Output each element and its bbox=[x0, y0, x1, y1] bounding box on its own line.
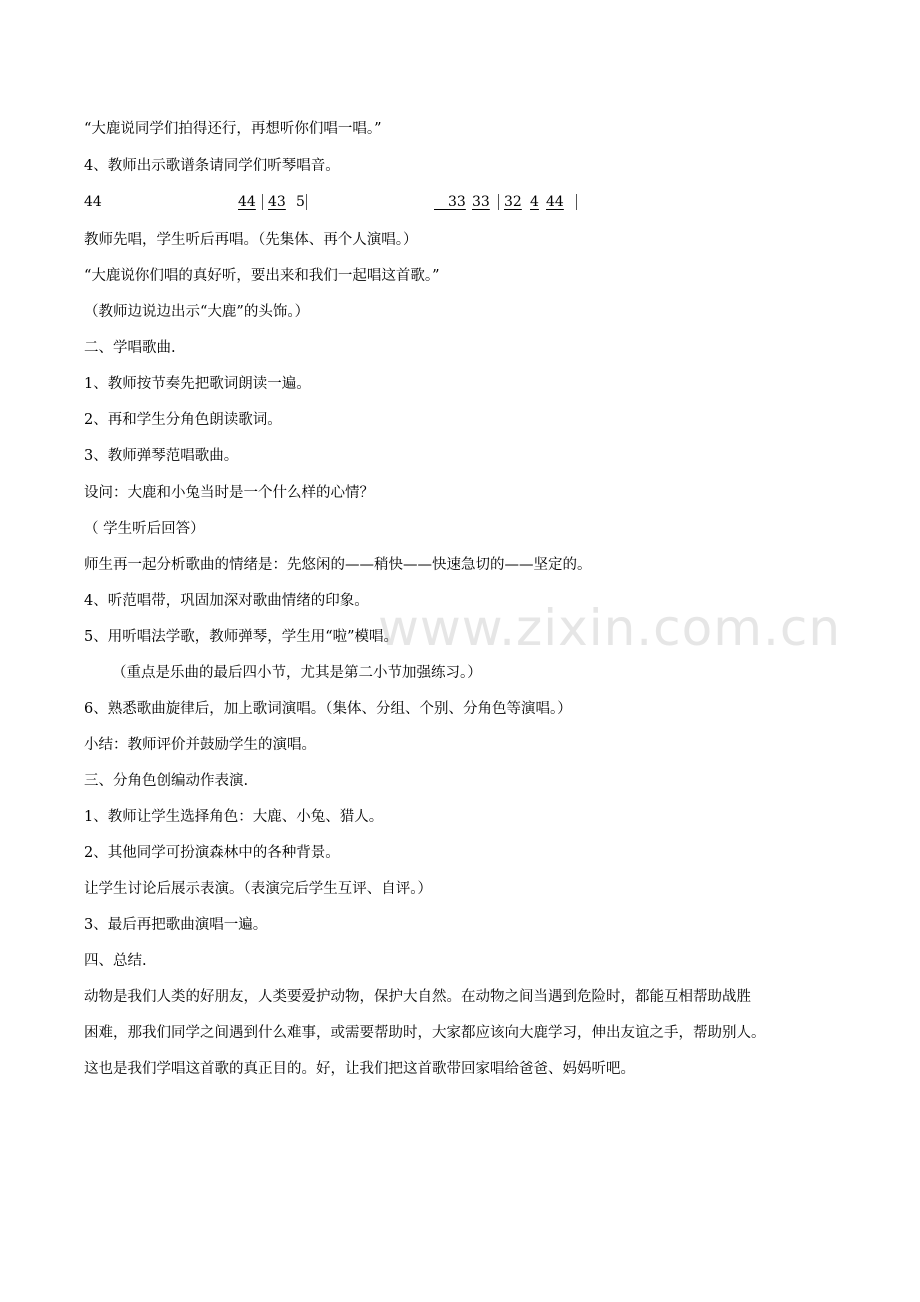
paragraph-line: 教师先唱，学生听后再唱。（先集体、再个人演唱。） bbox=[84, 232, 418, 248]
notation-note: 33 bbox=[448, 194, 466, 210]
notation-note: 44 bbox=[238, 194, 256, 210]
paragraph-line: （教师边说边出示“大鹿”的头饰。） bbox=[84, 304, 310, 320]
notation-note: 44 bbox=[546, 194, 564, 210]
paragraph-line: 1、教师按节奏先把歌词朗读一遍。 bbox=[84, 376, 311, 392]
paragraph-line: 2、其他同学可扮演森林中的各种背景。 bbox=[84, 845, 340, 861]
notation-note: 33 bbox=[472, 194, 490, 210]
notation-note: 5 bbox=[296, 194, 305, 210]
paragraph-line: 4、教师出示歌谱条请同学们听琴唱音。 bbox=[84, 158, 340, 174]
paragraph-line: 困难，那我们同学之间遇到什么难事，或需要帮助时，大家都应该向大鹿学习，伸出友谊之手，帮助别人。 bbox=[84, 1025, 766, 1041]
notation-note: 43 bbox=[268, 194, 286, 210]
paragraph-line: （ 学生听后回答） bbox=[84, 521, 205, 537]
paragraph-line: 4、听范唱带，巩固加深对歌曲情绪的印象。 bbox=[84, 593, 369, 609]
barline bbox=[576, 194, 577, 210]
paragraph-line: 动物是我们人类的好朋友，人类要爱护动物，保护大自然。在动物之间当遇到危险时，都能互相帮助战胜 bbox=[84, 989, 751, 1005]
barline bbox=[498, 194, 499, 210]
notation-note bbox=[434, 192, 448, 212]
barline bbox=[262, 194, 263, 210]
paragraph-line: 设问：大鹿和小兔当时是一个什么样的心情？ bbox=[84, 485, 374, 501]
paragraph-line: 3、教师弹琴范唱歌曲。 bbox=[84, 448, 239, 464]
paragraph-line: 这也是我们学唱这首歌的真正目的。好，让我们把这首歌带回家唱给爸爸、妈妈听吧。 bbox=[84, 1061, 635, 1077]
notation-note: 44 bbox=[84, 194, 102, 210]
section-heading: 三、分角色创编动作表演. bbox=[84, 773, 249, 789]
notation-note: 4 bbox=[530, 194, 539, 210]
paragraph-line: 5、用听唱法学歌，教师弹琴，学生用“啦”模唱。 bbox=[84, 629, 399, 645]
paragraph-line: 让学生讨论后展示表演。（表演完后学生互评、自评。） bbox=[84, 881, 432, 897]
paragraph-line: “大鹿说同学们拍得还行，再想听你们唱一唱。” bbox=[84, 121, 382, 137]
paragraph-line: 6、熟悉歌曲旋律后，加上歌词演唱。（集体、分组、个别、分角色等演唱。） bbox=[84, 701, 572, 717]
watermark: www.zixin.com.cn bbox=[378, 599, 842, 657]
paragraph-line: 2、再和学生分角色朗读歌词。 bbox=[84, 412, 282, 428]
paragraph-line: （重点是乐曲的最后四小节，尤其是第二小节加强练习。） bbox=[112, 665, 482, 681]
paragraph-line: 师生再一起分析歌曲的情绪是：先悠闲的——稍快——快速急切的——坚定的。 bbox=[84, 557, 592, 573]
barline bbox=[306, 194, 307, 210]
section-heading: 四、总结. bbox=[84, 953, 147, 969]
section-heading: 二、学唱歌曲. bbox=[84, 340, 176, 356]
music-notation bbox=[84, 192, 604, 214]
paragraph-line: 小结：教师评价并鼓励学生的演唱。 bbox=[84, 737, 316, 753]
paragraph-line: 3、最后再把歌曲演唱一遍。 bbox=[84, 917, 268, 933]
paragraph-line: 1、教师让学生选择角色：大鹿、小兔、猎人。 bbox=[84, 809, 384, 825]
paragraph-line: “大鹿说你们唱的真好听，要出来和我们一起唱这首歌。” bbox=[84, 268, 440, 284]
notation-note: 32 bbox=[504, 194, 522, 210]
